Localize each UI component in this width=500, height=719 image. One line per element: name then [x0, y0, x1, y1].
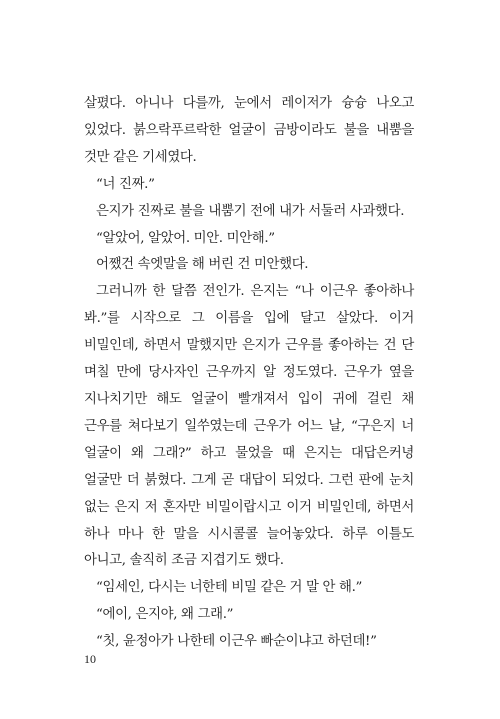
paragraph-4: “알았어, 알았어. 미안. 미안해.”: [96, 230, 275, 246]
page-number: 10: [84, 652, 96, 666]
paragraph-6: 그러니까 한 달쯤 전인가. 은지는 “나 이근우 좋아하나 봐.”를 시작으로 그 이름을 입에 달고 살았다. 이거 비밀인데, 하면서 말했지만 은지가 근우를 좋아하는 건 단 며칠 만에 당사자인 근우까지 알 정도였다. 근우가 옆을 지나치기만 해도 얼굴이 빨개져서 입이 귀에 걸린 채 근우를 쳐다보기 일쑤였는데 근우가 어느 날, “구은지 너 얼굴이 왜 그래?” 하고 물었을 때 은지는 대답은커녕 얼굴만 더 붉혔다. 그게 곧 대답이 되었다. 그런 판에 눈치 없는 은지 저 혼자만 비밀이랍시고 이거 비밀인데, 하면서 하나 마나 한 말을 시시콜콜 늘어놓았다. 하루 이틀도 아니고, 솔직히 조금 지겹기도 했다.: [84, 284, 414, 569]
body-text: [84, 91, 414, 656]
paragraph-8: “에이, 은지야, 왜 그래.”: [96, 607, 234, 623]
paragraph-9: “칫, 윤정아가 나한테 이근우 빠순이냐고 하던데!”: [96, 634, 377, 650]
paragraph-5: 어쨌건 속엣말을 해 버린 건 미안했다.: [96, 257, 309, 273]
paragraph-2: “너 진짜.”: [96, 176, 155, 192]
paragraph-1: 살폈다. 아니나 다를까, 눈에서 레이저가 슝슝 나오고 있었다. 붉으락푸르락한 얼굴이 금방이라도 불을 내뿜을 것만 같은 기세였다.: [84, 96, 414, 165]
paragraph-3: 은지가 진짜로 불을 내뿜기 전에 내가 서둘러 사과했다.: [96, 203, 405, 219]
paragraph-7: “임세인, 다시는 너한테 비밀 같은 거 말 안 해.”: [96, 580, 363, 596]
